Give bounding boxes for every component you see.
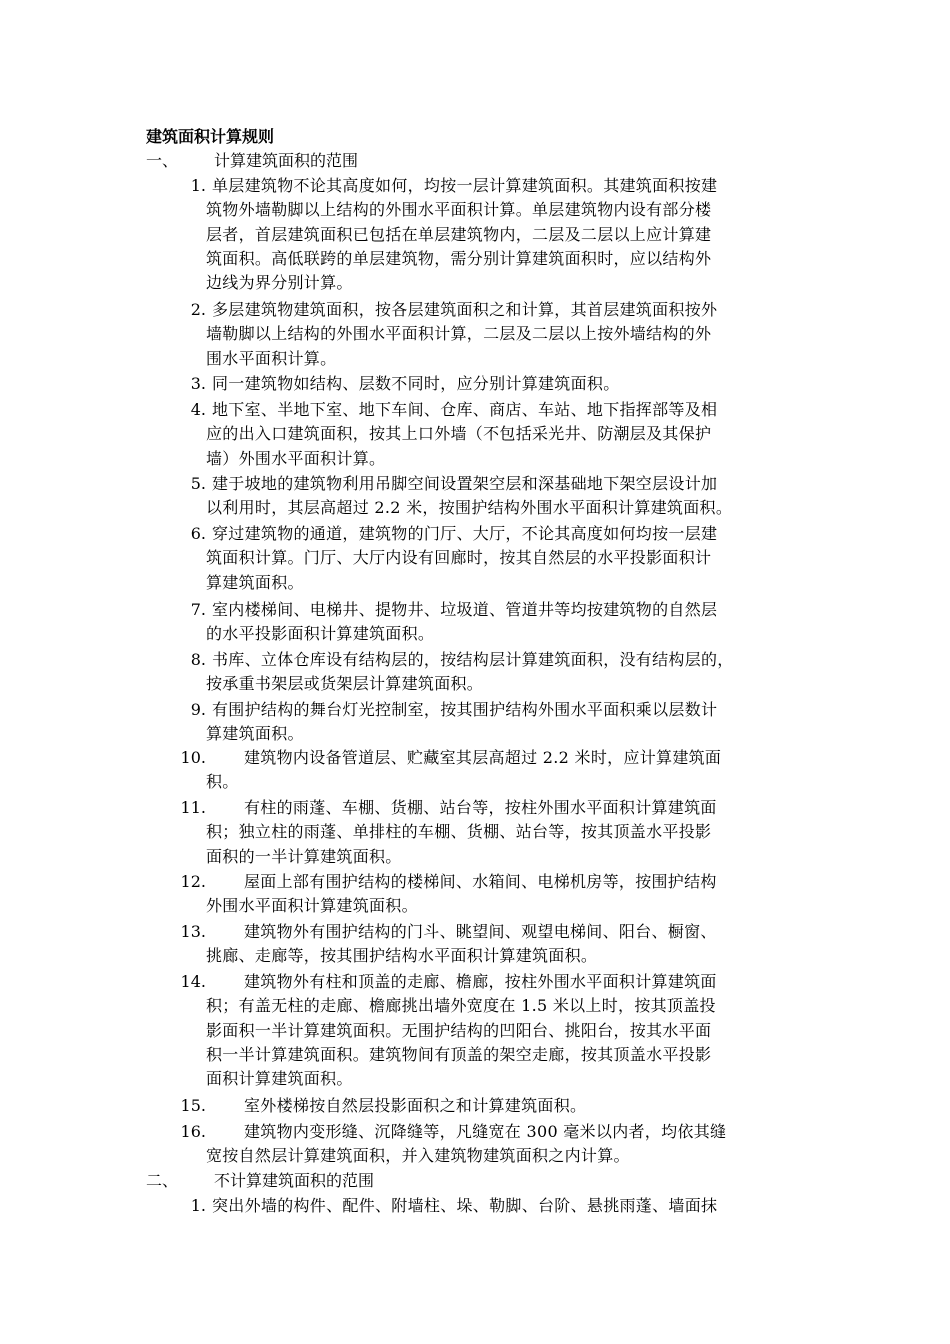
list-item: [146, 1194, 810, 1218]
item-text-line: 穿过建筑物的通道，建筑物的门厅、大厅，不论其高度如何均按一层建: [212, 524, 718, 543]
item-text: [206, 398, 810, 471]
item-text: [206, 870, 810, 919]
section-heading: [146, 150, 358, 172]
item-text-line: 边线为界分别计算。: [206, 273, 353, 293]
item-number: 1.: [190, 176, 206, 195]
item-text: [206, 920, 810, 969]
list-item: [146, 920, 810, 969]
item-number: 3.: [190, 374, 206, 393]
item-number: 4.: [190, 400, 206, 419]
item-text-line: 积。: [206, 772, 239, 792]
item-number: 1.: [190, 1196, 206, 1215]
item-text-line: 多层建筑物建筑面积，按各层建筑面积之和计算，其首层建筑面积按外: [212, 300, 718, 319]
item-text-line: 筑面积。高低联跨的单层建筑物，需分别计算建筑面积时，应以结构外: [206, 248, 712, 268]
list-item: [146, 398, 810, 471]
item-number: 16.: [180, 1122, 206, 1141]
item-text: [206, 746, 810, 795]
item-text: [206, 698, 810, 747]
list-item: [146, 472, 810, 521]
list-item: [146, 372, 810, 396]
item-number: 11.: [180, 798, 206, 817]
list-item: [146, 648, 810, 697]
item-text-line: 面积计算建筑面积。: [206, 1069, 353, 1089]
item-number: 14.: [180, 972, 206, 991]
item-text-line: 同一建筑物如结构、层数不同时，应分别计算建筑面积。: [212, 374, 620, 393]
item-text-line: 突出外墙的构件、配件、附墙柱、垛、勒脚、台阶、悬挑雨蓬、墙面抹: [212, 1196, 718, 1215]
list-item: [146, 1120, 810, 1169]
item-text-line: 建筑物外有柱和顶盖的走廊、檐廊，按柱外围水平面积计算建筑面: [244, 972, 717, 991]
item-text-line: 应的出入口建筑面积，按其上口外墙（不包括采光井、防潮层及其保护: [206, 424, 712, 444]
item-text: [206, 372, 810, 396]
item-text-line: 建筑物内变形缝、沉降缝等，凡缝宽在 300 毫米以内者，均依其缝: [244, 1122, 727, 1141]
item-number: 15.: [180, 1096, 206, 1115]
item-number: 12.: [180, 872, 206, 891]
item-text: [206, 648, 810, 697]
item-text-line: 有围护结构的舞台灯光控制室，按其围护结构外围水平面积乘以层数计: [212, 700, 718, 719]
item-number: 9.: [190, 700, 206, 719]
item-text-line: 书库、立体仓库设有结构层的，按结构层计算建筑面积，没有结构层的，: [212, 650, 734, 669]
section-number: 一、: [146, 151, 179, 170]
item-text-line: 建筑物内设备管道层、贮藏室其层高超过 2.2 米时，应计算建筑面: [244, 748, 722, 767]
item-text-line: 室外楼梯按自然层投影面积之和计算建筑面积。: [244, 1096, 587, 1115]
item-text: [206, 1120, 810, 1169]
item-text-line: 按承重书架层或货架层计算建筑面积。: [206, 674, 484, 694]
item-text: [206, 522, 810, 595]
item-text-line: 外围水平面积计算建筑面积。: [206, 896, 418, 916]
list-item: [146, 1094, 810, 1118]
item-text-line: 面积的一半计算建筑面积。: [206, 846, 402, 866]
list-item: [146, 522, 810, 595]
item-text-line: 以利用时，其层高超过 2.2 米，按围护结构外围水平面积计算建筑面积。: [206, 498, 733, 518]
item-text-line: 墙）外围水平面积计算。: [206, 448, 386, 468]
item-text-line: 墙勒脚以上结构的外围水平面积计算，二层及二层以上按外墙结构的外: [206, 324, 712, 344]
item-text-line: 屋面上部有围护结构的楼梯间、水箱间、电梯机房等，按围护结构: [244, 872, 717, 891]
item-text-line: 围水平面积计算。: [206, 348, 337, 368]
item-text-line: 建于坡地的建筑物利用吊脚空间设置架空层和深基础地下架空层设计加: [212, 474, 718, 493]
item-number: 10.: [180, 748, 206, 767]
section-heading: [146, 1170, 374, 1192]
item-text-line: 建筑物外有围护结构的门斗、眺望间、观望电梯间、阳台、橱窗、: [244, 922, 717, 941]
list-item: [146, 746, 810, 795]
item-text-line: 地下室、半地下室、地下车间、仓库、商店、车站、地下指挥部等及相: [212, 400, 718, 419]
list-item: [146, 698, 810, 747]
item-text: [206, 796, 810, 869]
item-text-line: 积；独立柱的雨蓬、单排柱的车棚、货棚、站台等，按其顶盖水平投影: [206, 822, 712, 842]
item-text-line: 挑廊、走廊等，按其围护结构水平面积计算建筑面积。: [206, 946, 598, 966]
item-text-line: 算建筑面积。: [206, 572, 304, 592]
list-item: [146, 174, 810, 295]
item-number: 8.: [190, 650, 206, 669]
item-text: [206, 1094, 810, 1118]
item-text: [206, 1194, 810, 1218]
item-text: [206, 472, 810, 521]
section-number: 二、: [146, 1171, 179, 1190]
item-text-line: 算建筑面积。: [206, 724, 304, 744]
item-number: 13.: [180, 922, 206, 941]
item-number: 2.: [190, 300, 206, 319]
item-text-line: 室内楼梯间、电梯井、提物井、垃圾道、管道井等均按建筑物的自然层: [212, 600, 718, 619]
item-text-line: 单层建筑物不论其高度如何，均按一层计算建筑面积。其建筑面积按建: [212, 176, 718, 195]
item-text-line: 层者，首层建筑面积已包括在单层建筑物内，二层及二层以上应计算建: [206, 224, 712, 244]
item-text: [206, 298, 810, 371]
item-text: [206, 174, 810, 295]
item-number: 6.: [190, 524, 206, 543]
item-text-line: 积；有盖无柱的走廊、檐廊挑出墙外宽度在 1.5 米以上时，按其顶盖投: [206, 996, 716, 1016]
list-item: [146, 598, 810, 647]
item-text-line: 的水平投影面积计算建筑面积。: [206, 624, 435, 644]
list-item: [146, 298, 810, 371]
item-text: [206, 598, 810, 647]
list-item: [146, 970, 810, 1091]
section-title: 计算建筑面积的范围: [214, 151, 359, 170]
item-number: 7.: [190, 600, 206, 619]
list-item: [146, 796, 810, 869]
item-text-line: 筑面积计算。门厅、大厅内设有回廊时，按其自然层的水平投影面积计: [206, 548, 712, 568]
list-item: [146, 870, 810, 919]
item-text: [206, 970, 810, 1091]
item-number: 5.: [190, 474, 206, 493]
section-title: 不计算建筑面积的范围: [214, 1171, 375, 1190]
item-text-line: 筑物外墙勒脚以上结构的外围水平面积计算。单层建筑物内设有部分楼: [206, 200, 712, 220]
item-text-line: 影面积一半计算建筑面积。无围护结构的凹阳台、挑阳台，按其水平面: [206, 1020, 712, 1040]
item-text-line: 宽按自然层计算建筑面积，并入建筑物建筑面积之内计算。: [206, 1146, 630, 1166]
item-text-line: 积一半计算建筑面积。建筑物间有顶盖的架空走廊，按其顶盖水平投影: [206, 1044, 712, 1064]
document-title: 建筑面积计算规则: [146, 127, 275, 146]
item-text-line: 有柱的雨蓬、车棚、货棚、站台等，按柱外围水平面积计算建筑面: [244, 798, 717, 817]
